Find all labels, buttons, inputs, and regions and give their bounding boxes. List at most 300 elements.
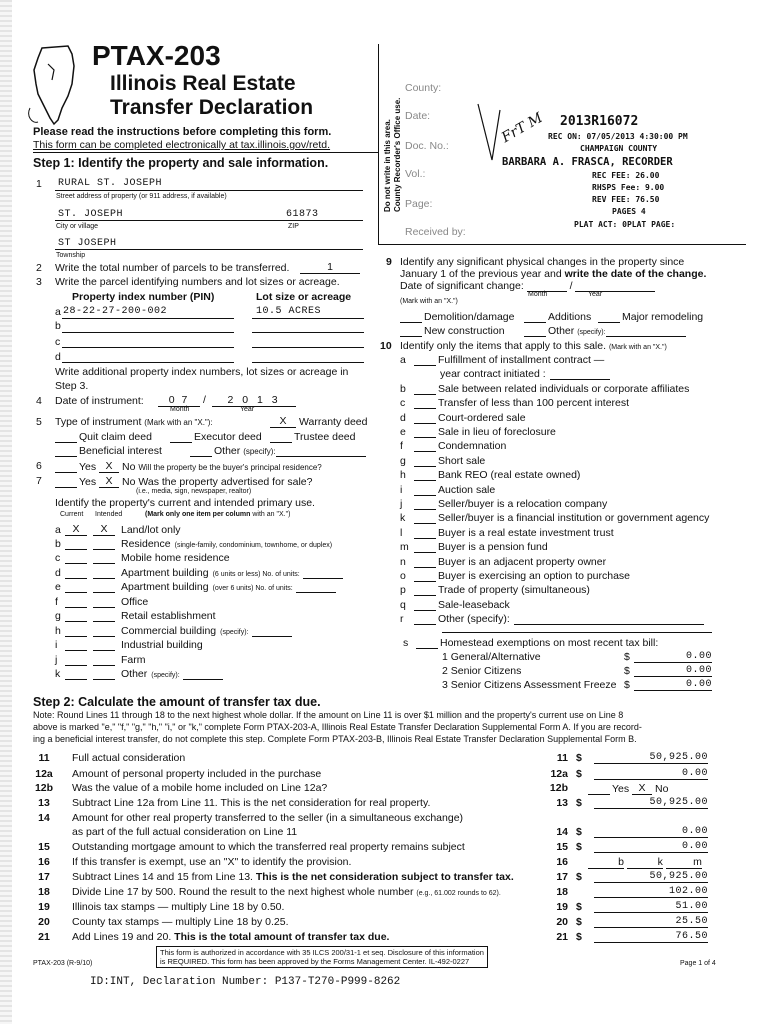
sale-item-row <box>400 541 548 553</box>
use-intended-checkbox[interactable] <box>93 669 115 680</box>
step2-note2: above is marked "e," "f," "g," "h," "i," or "k," complete Form PTAX-203-A, Illinois Real Estate Transfer Declaration Supplemental Form A. If you are record- <box>33 722 642 732</box>
pin-row-a-letter: a <box>55 306 61 318</box>
tax-line-dollar: $ <box>576 901 582 913</box>
street-address-value[interactable]: RURAL ST. JOSEPH <box>58 178 163 189</box>
use-note: (specify): <box>220 628 249 636</box>
sale-item-row <box>400 368 610 380</box>
sale-item-checkbox[interactable] <box>414 414 436 424</box>
divider <box>33 152 378 153</box>
use-intended-checkbox[interactable] <box>93 626 115 637</box>
sale-item-label: Seller/buyer is a relocation company <box>438 498 608 510</box>
page-count: PAGES 4 <box>612 207 646 216</box>
tax-line-value[interactable]: 51.00 <box>594 901 708 913</box>
pin-c-line <box>62 347 234 348</box>
major-remodeling-option[interactable]: Major remodeling <box>598 311 703 323</box>
tax-line-value[interactable]: 0.00 <box>594 768 708 780</box>
sale-item-checkbox[interactable] <box>414 471 436 481</box>
tax-line-value[interactable]: 0.00 <box>594 826 708 838</box>
county-label: County: <box>405 82 442 94</box>
line6-number: 6 <box>36 460 42 472</box>
primary-use-row <box>55 523 185 536</box>
sale-item-label: Sale between related individuals or corporate affiliates <box>438 382 690 395</box>
pin-header: Property index number (PIN) <box>72 291 215 303</box>
contract-year-field[interactable] <box>550 369 610 380</box>
use-intended-checkbox[interactable]: X <box>93 523 115 536</box>
primary-use-row <box>55 538 332 550</box>
sale-item-checkbox[interactable] <box>414 529 436 539</box>
use-label: Residence <box>121 537 171 550</box>
use-letter: g <box>55 610 61 622</box>
tax-line-ref: 13 <box>556 797 568 809</box>
tax-line-dollar: $ <box>576 871 582 883</box>
authorization-box: This form is authorized in accordance with 35 ILCS 200/31-1 et seq. Disclosure of this information is REQUIRED. This form has been approved by the Forms Management Center. IL-492-0227 <box>156 946 488 968</box>
use-intended-checkbox[interactable] <box>93 597 115 608</box>
beneficial-interest-option[interactable]: Beneficial interest <box>55 445 162 457</box>
change-month-label: Month <box>528 291 548 298</box>
township-label: Township <box>56 252 86 259</box>
parcel-instructions: Write the parcel identifying numbers and lot sizes or acreage. <box>55 276 340 288</box>
use-label: Farm <box>121 653 146 666</box>
use-intended-checkbox[interactable] <box>93 539 115 550</box>
pin-row-d-letter: d <box>55 351 61 363</box>
primary-use-row <box>55 567 343 579</box>
use-note: (over 6 units) No. of units: <box>212 585 293 592</box>
tax-line-ref: 11 <box>556 752 568 764</box>
sale-item-checkbox[interactable] <box>414 615 436 625</box>
lot-a-line <box>252 318 364 319</box>
tax-line-dollar: $ <box>576 931 582 943</box>
primary-use-row <box>55 581 336 593</box>
sale-item-checkbox[interactable] <box>414 486 436 496</box>
additional-pin-note: Write additional property index numbers, lot sizes or acreage in <box>55 366 349 378</box>
date-of-change-row[interactable]: Date of significant change: / <box>400 280 655 292</box>
date-label: Date: <box>405 110 431 122</box>
zip-label: ZIP <box>288 223 299 230</box>
tax-line-number: 20 <box>38 916 50 928</box>
sale-item-label: Court-ordered sale <box>438 411 526 424</box>
use-letter: j <box>55 653 58 666</box>
sale-item-label: Transfer of less than 100 percent interest <box>438 397 630 410</box>
primary-use-row <box>55 596 152 608</box>
homestead-row: Homestead exemptions on most recent tax bill: <box>416 637 658 649</box>
sale-item-checkbox[interactable] <box>414 356 436 366</box>
city-label: City or village <box>56 223 99 230</box>
use-label: Apartment building <box>121 566 209 579</box>
sale-item-letter: o <box>400 570 406 582</box>
plat-act: PLAT ACT: 0PLAT PAGE: <box>574 220 676 229</box>
sale-item-label: Trade of property (simultaneous) <box>438 584 590 597</box>
use-label: Commercial building <box>121 624 217 637</box>
tax-line-text: as part of the full actual consideration on Line 11 <box>72 826 298 838</box>
electronic-filing-link[interactable]: This form can be completed electronically at tax.illinois.gov/retd. <box>33 139 331 151</box>
tax-line-value[interactable]: 0.00 <box>594 841 708 853</box>
sale-item-checkbox[interactable] <box>414 428 436 438</box>
additional-pin-note2: Step 3. <box>55 380 89 392</box>
sale-item-row <box>400 440 506 452</box>
sale-item-label: Bank REO (real estate owned) <box>438 469 581 482</box>
principal-residence-no-x[interactable]: X <box>99 460 119 473</box>
sale-item-label: Sale in lieu of foreclosure <box>438 426 556 438</box>
primary-use-question: Identify the property's current and intended primary use. <box>55 497 315 509</box>
tax-line-text: County tax stamps — multiply Line 18 by 0.25. <box>72 916 289 928</box>
use-current-checkbox[interactable] <box>65 582 87 593</box>
use-note: (6 units or less) No. of units: <box>212 570 300 578</box>
tax-line-text: Amount for other real property transferred to the seller (in a simultaneous exchange) <box>72 812 464 824</box>
lot-size-header: Lot size or acreage <box>256 291 352 303</box>
use-letter: e <box>55 581 61 593</box>
use-note: (single-family, condominium, townhome, or duplex) <box>174 541 333 549</box>
sale-item-row <box>400 512 709 524</box>
use-current-checkbox[interactable] <box>65 539 87 550</box>
primary-use-row <box>55 552 234 564</box>
tax-line-dollar: $ <box>576 797 582 809</box>
tax-line-number: 15 <box>38 841 50 853</box>
tax-line-dollar: $ <box>576 841 582 853</box>
use-label: Industrial building <box>121 639 203 651</box>
primary-use-row <box>55 639 207 651</box>
exemption-dollar: $ <box>624 665 630 677</box>
zip-value[interactable]: 61873 <box>286 209 319 220</box>
sale-item-checkbox[interactable] <box>414 601 436 611</box>
new-construction-option[interactable]: New construction <box>400 325 505 337</box>
sale-item-row <box>400 354 604 366</box>
tax-line-text: Subtract Lines 14 and 15 from Line 13. This is the net consideration subject to transfer tax. <box>72 871 514 883</box>
demolition-option[interactable]: Demolition/damage <box>400 311 514 323</box>
tax-line-value[interactable]: 102.00 <box>594 886 708 898</box>
sale-item-letter: e <box>400 426 406 438</box>
month-label: Month <box>170 406 190 413</box>
use-label: Land/lot only <box>121 524 181 536</box>
sale-item-label: Buyer is an adjacent property owner <box>438 555 607 568</box>
sale-item-label: Short sale <box>438 454 486 467</box>
use-letter: d <box>55 566 61 579</box>
tax-line-ref: 19 <box>556 901 568 913</box>
tax-line-dollar: $ <box>576 826 582 838</box>
use-current-checkbox[interactable]: X <box>65 523 87 536</box>
primary-use-row <box>55 625 292 637</box>
use-label: Office <box>121 595 149 608</box>
use-letter: c <box>55 552 61 564</box>
tax-line-value[interactable]: 25.50 <box>594 916 708 928</box>
use-specify-line[interactable] <box>296 582 336 593</box>
sale-item-label: Other (specify): <box>438 613 510 626</box>
line4-number: 4 <box>36 395 42 407</box>
sale-item-checkbox[interactable] <box>414 572 436 582</box>
form-revision: PTAX-203 (R-9/10) <box>33 960 93 967</box>
use-current-checkbox[interactable] <box>65 611 87 622</box>
exemption-label: 1 General/Alternative <box>442 651 541 663</box>
exemption-amount[interactable]: 0.00 <box>634 665 712 677</box>
page-label: Page: <box>405 198 433 210</box>
step2-note3: ing a beneficial interest transfer, do not complete this step. Complete Form PTAX-203-B, Illinois Real Estate Transfer Declaration Supplemental Form B. <box>33 734 637 744</box>
parcels-count[interactable]: 1 <box>300 261 360 274</box>
use-current-checkbox[interactable] <box>65 626 87 637</box>
additions-option[interactable]: Additions <box>524 311 591 323</box>
exemption-dollar: $ <box>624 679 630 691</box>
line10-number: 10 <box>380 340 392 352</box>
tax-line-dollar: $ <box>576 752 582 764</box>
principal-residence-question: Yes X No Will the property be the buyer's principal residence? <box>55 460 322 473</box>
tax-line-text: Subtract Line 12a from Line 11. This is the net consideration for real property. <box>72 797 431 809</box>
sale-item-letter: c <box>400 397 406 410</box>
sale-item-row <box>400 613 704 625</box>
sale-item-row <box>400 426 556 438</box>
sale-item-row <box>400 599 510 611</box>
tax-line-number: 11 <box>38 752 50 764</box>
current-col-label: Current <box>60 511 84 518</box>
use-label: Other <box>121 668 148 680</box>
sale-item-letter: q <box>400 598 406 611</box>
use-letter: a <box>55 524 61 536</box>
quit-claim-option[interactable]: Quit claim deed <box>55 431 152 443</box>
tax-line-ref: 16 <box>556 856 568 868</box>
tax-line-ref: 21 <box>556 931 568 943</box>
warranty-deed-label: Warranty deed <box>299 416 368 428</box>
tax-line-dollar: $ <box>576 768 582 780</box>
sale-other-specify[interactable] <box>514 614 704 625</box>
primary-use-row <box>55 610 220 622</box>
sale-item-label: Buyer is a pension fund <box>438 541 548 554</box>
tax-line-value[interactable]: 50,925.00 <box>594 797 708 809</box>
sale-item-letter: j <box>400 498 403 510</box>
exemption-label: 3 Senior Citizens Assessment Freeze <box>442 679 617 691</box>
use-current-checkbox[interactable] <box>65 655 87 666</box>
advertised-question: Yes X No Was the property advertised for sale? <box>55 475 312 488</box>
instrument-type-label: Type of instrument (Mark with an "X."): <box>55 416 213 428</box>
sale-item-checkbox[interactable] <box>414 514 436 524</box>
instrument-year[interactable]: 2 0 1 3 <box>212 394 296 407</box>
recorder-box-border <box>378 44 379 244</box>
tax-line-number: 12b <box>34 782 54 794</box>
sale-item-checkbox[interactable] <box>414 457 436 467</box>
tax-line-ref: 20 <box>556 916 568 928</box>
tax-line-text: Divide Line 17 by 500. Round the result to the next highest whole number (e.g., 61.002 rounds to 62). <box>72 886 501 898</box>
use-note: (specify): <box>151 672 180 679</box>
exemption-provision-row[interactable]: b k m <box>588 856 702 869</box>
handwritten-initials: FrT M <box>498 109 546 147</box>
parcels-question: Write the total number of parcels to be transferred. <box>55 262 290 274</box>
year-label: Year <box>240 406 255 413</box>
tax-line-text: If this transfer is exempt, use an "X" to identify the provision. <box>72 856 352 868</box>
sale-item-letter: h <box>400 469 406 482</box>
tax-line-value[interactable]: 76.50 <box>594 931 708 943</box>
step1-heading: Step 1: Identify the property and sale information. <box>33 156 329 170</box>
lot-a-value[interactable]: 10.5 ACRES <box>256 306 322 317</box>
use-current-checkbox[interactable] <box>65 553 87 564</box>
pin-d-line <box>62 362 234 363</box>
sale-item-label: Buyer is exercising an option to purchase <box>438 570 631 582</box>
tax-line-text: Illinois tax stamps — multiply Line 18 by 0.50. <box>72 901 285 913</box>
primary-use-row <box>55 668 223 680</box>
sale-item-row <box>400 498 607 510</box>
sale-item-letter: g <box>400 454 406 467</box>
form-title-line2: Transfer Declaration <box>110 96 314 119</box>
warranty-deed-checkbox[interactable]: X <box>270 415 296 428</box>
sale-item-label: Sale-leaseback <box>438 598 510 611</box>
physical-changes-question2: January 1 of the previous year and write the date of the change. <box>400 268 707 280</box>
sale-item-letter: p <box>400 584 406 597</box>
city-line <box>55 220 363 221</box>
sale-item-letter: d <box>400 411 406 424</box>
use-letter: b <box>55 537 61 550</box>
tax-line-value[interactable]: 50,925.00 <box>594 752 708 764</box>
city-value[interactable]: ST. JOSEPH <box>58 209 124 220</box>
use-label: Mobile home residence <box>121 552 230 564</box>
sale-other-line2 <box>442 632 712 633</box>
page-number: Page 1 of 4 <box>680 960 716 967</box>
sale-item-row <box>400 397 629 409</box>
sale-item-checkbox[interactable] <box>414 586 436 596</box>
primary-use-row <box>55 654 150 666</box>
sale-item-row <box>400 527 614 539</box>
sale-item-row <box>400 556 606 568</box>
received-by-label: Received by: <box>405 226 466 238</box>
sale-item-label: Seller/buyer is a financial institution or government agency <box>438 512 710 525</box>
line5-number: 5 <box>36 416 42 428</box>
sale-item-checkbox[interactable] <box>414 500 436 510</box>
step2-heading: Step 2: Calculate the amount of transfer tax due. <box>33 695 321 709</box>
use-intended-checkbox[interactable] <box>93 640 115 651</box>
use-current-checkbox[interactable] <box>65 568 87 579</box>
tax-line-ref: 18 <box>556 886 568 898</box>
sale-item-row <box>400 584 590 596</box>
physical-changes-question: Identify any significant physical changes in the property since <box>400 256 685 268</box>
tax-line-text: Amount of personal property included in the purchase <box>72 768 322 780</box>
sale-item-label: Fulfillment of installment contract — <box>438 354 605 366</box>
sale-item-row <box>400 412 526 424</box>
tax-line-number: 21 <box>38 931 50 943</box>
recorder-name: BARBARA A. FRASCA, RECORDER <box>502 156 673 168</box>
tax-line-ref: 12a <box>550 768 568 780</box>
sale-item-letter: m <box>400 541 409 554</box>
sale-item-letter: r <box>400 613 404 626</box>
line9-number: 9 <box>386 256 392 268</box>
exemption-label: 2 Senior Citizens <box>442 665 522 677</box>
use-current-checkbox[interactable] <box>65 597 87 608</box>
lot-d-line <box>252 362 364 363</box>
tax-line-text: Full actual consideration <box>72 752 186 764</box>
sale-item-letter: i <box>400 483 403 496</box>
sale-item-checkbox[interactable] <box>414 385 436 395</box>
tax-line-number: 13 <box>38 797 50 809</box>
street-address-label: Street address of property (or 911 address, if available) <box>56 193 227 200</box>
recorded-on: REC ON: 07/05/2013 4:30:00 PM <box>548 132 688 141</box>
street-address-line <box>55 190 363 191</box>
tax-line-number: 12a <box>35 768 53 780</box>
use-specify-line[interactable] <box>183 669 223 680</box>
sale-item-checkbox[interactable] <box>414 543 436 553</box>
sale-item-row <box>400 469 580 481</box>
homestead-letter: s <box>403 637 409 649</box>
tax-line-number: 14 <box>38 812 50 824</box>
sale-item-row <box>400 383 689 395</box>
tax-line-ref: 12b <box>549 782 568 794</box>
advertised-note: (i.e., media, sign, newspaper, realtor) <box>136 488 252 495</box>
tax-line-number: 16 <box>38 856 50 868</box>
tax-line-number: 17 <box>38 871 50 883</box>
use-specify-line[interactable] <box>303 568 343 579</box>
exemption-amount[interactable]: 0.00 <box>634 651 712 663</box>
use-label: Retail establishment <box>121 610 216 622</box>
one-item-note: (Mark only one item per column with an "X.") <box>145 511 291 518</box>
tax-line-ref: 14 <box>556 826 568 838</box>
line7-number: 7 <box>36 475 42 487</box>
form-title-line1: Illinois Real Estate <box>110 72 296 95</box>
use-current-checkbox[interactable] <box>65 640 87 651</box>
instrument-month[interactable]: 0 7 <box>158 394 200 407</box>
use-intended-checkbox[interactable] <box>93 568 115 579</box>
township-line <box>55 249 363 250</box>
tax-line-number: 18 <box>38 886 50 898</box>
line3-number: 3 <box>36 276 42 288</box>
rec-fee: REC FEE: 26.00 <box>592 171 660 180</box>
other-instrument-option[interactable]: Other (specify): <box>190 445 366 457</box>
pin-row-b-letter: b <box>55 320 61 332</box>
mobile-home-row[interactable]: Yes X No <box>588 782 668 795</box>
sale-item-label: Condemnation <box>438 440 507 453</box>
sale-item-letter: l <box>400 526 403 539</box>
sale-item-letter: a <box>400 354 406 366</box>
sale-item-checkbox[interactable] <box>414 399 436 409</box>
advertised-no-x[interactable]: X <box>99 475 119 488</box>
use-intended-checkbox[interactable] <box>93 582 115 593</box>
pin-b-line <box>62 332 234 333</box>
exemption-dollar: $ <box>624 651 630 663</box>
tax-line-ref: 15 <box>556 841 568 853</box>
instructions-text: Please read the instructions before completing this form. <box>33 126 332 138</box>
doc-no-label: Doc. No.: <box>405 140 449 152</box>
township-value[interactable]: ST JOSEPH <box>58 238 117 249</box>
use-letter: f <box>55 595 58 608</box>
use-label: Apartment building <box>121 581 209 593</box>
sale-items-question: Identify only the items that apply to this sale. (Mark with an "X.") <box>400 340 667 352</box>
sale-item-label: Auction sale <box>438 483 496 496</box>
sale-item-label: Buyer is a real estate investment trust <box>438 526 614 539</box>
use-intended-checkbox[interactable] <box>93 553 115 564</box>
use-intended-checkbox[interactable] <box>93 655 115 666</box>
sale-item-checkbox[interactable] <box>414 558 436 568</box>
tax-line-text: Was the value of a mobile home included on Line 12a? <box>72 782 328 794</box>
instrument-date-label: Date of instrument: <box>55 395 144 407</box>
use-letter: k <box>55 668 61 680</box>
change-year-label: Year <box>588 291 603 298</box>
other-change-option[interactable]: Other (specify): <box>524 325 686 337</box>
sale-item-checkbox[interactable] <box>414 442 436 452</box>
trustee-deed-option[interactable]: Trustee deed <box>270 431 355 443</box>
use-specify-line[interactable] <box>252 626 292 637</box>
line1-number: 1 <box>36 178 42 190</box>
pin-row-c-letter: c <box>55 336 61 348</box>
intended-col-label: Intended <box>95 511 123 518</box>
declaration-number: ID:INT, Declaration Number: P137-T270-P999-8262 <box>90 976 401 988</box>
executor-deed-option[interactable]: Executor deed <box>170 431 262 443</box>
recorder-box-bottom <box>378 244 746 245</box>
pin-a-line <box>62 318 234 319</box>
lot-b-line <box>252 332 364 333</box>
tax-line-value[interactable]: 50,925.00 <box>594 871 708 883</box>
rev-fee: REV FEE: 76.50 <box>592 195 660 204</box>
exemption-amount[interactable]: 0.00 <box>634 679 712 691</box>
sale-item-row <box>400 570 630 582</box>
handwritten-mark <box>470 100 530 180</box>
use-intended-checkbox[interactable] <box>93 611 115 622</box>
tax-line-text: Add Lines 19 and 20. This is the total amount of transfer tax due. <box>72 931 390 943</box>
sale-item-letter: b <box>400 382 406 395</box>
use-current-checkbox[interactable] <box>65 669 87 680</box>
scan-edge <box>0 0 12 1024</box>
pin-a-value[interactable]: 28-22-27-200-002 <box>63 306 168 317</box>
sale-item-row <box>400 455 485 467</box>
